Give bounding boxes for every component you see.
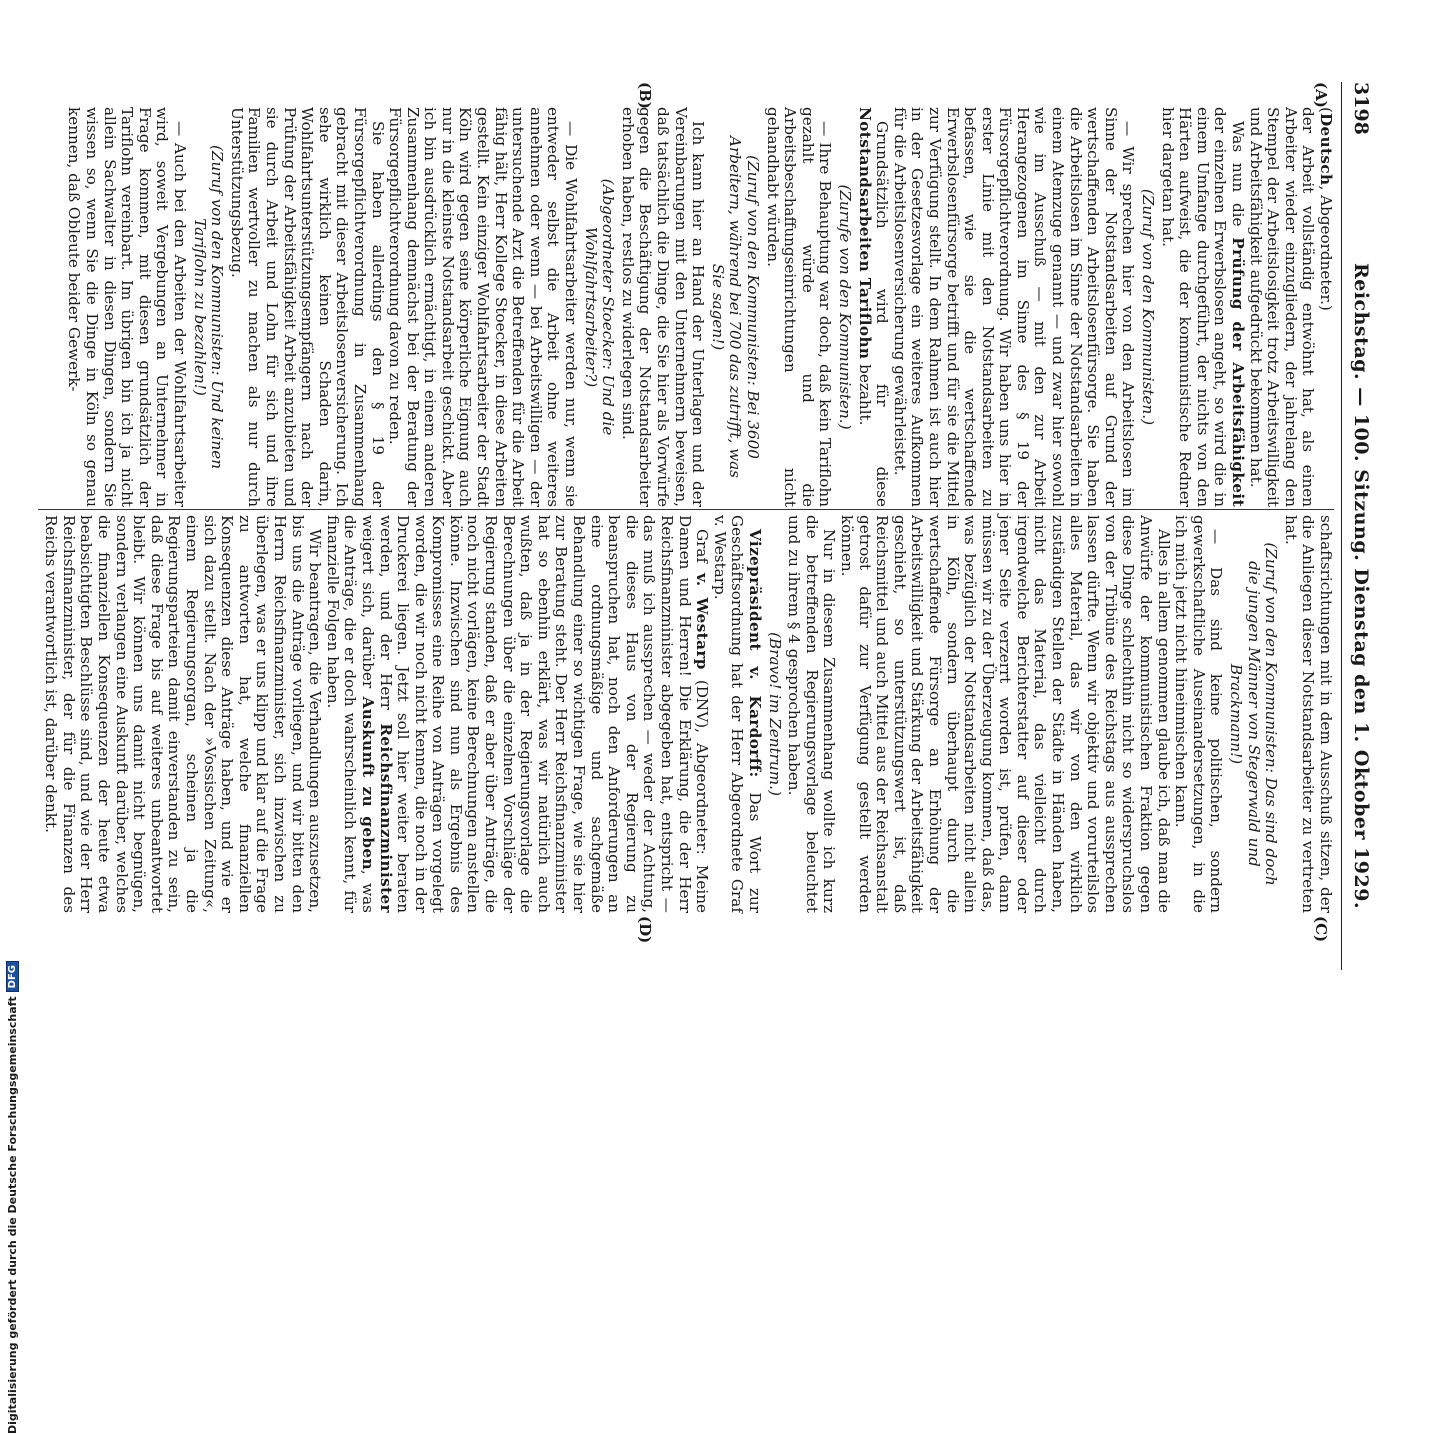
page-header bbox=[1346, 82, 1376, 970]
margin-marker-b: (B) bbox=[636, 82, 654, 109]
right-column-paragraph: Graf v. Westarp (DNV), Abgeordneter: Meine Damen und Herren! Die Erklärung, die der Herr Reichsfinanzminister abgegeben hat, entspricht — das muß ich aussprechen — weder der Achtung, die dieses Haus von der Regierung zu beanspruchen hat, noch den Anforderungen an eine ordnungsmäßige und sachgemäße Behandlung einer so wichtigen Frage, wie sie hier zur Beratung steht. Der Herr Reichsfinanzminister hat so ebenhin erklärt, was wir natürlich auch wußten, daß ja in der Regierungsvorlage die Berechnungen über die einzelnen Vorschläge der Regierung standen, daß er aber über Anträge, die noch nicht vorlägen, keine Berechnungen anstellen könne. Inzwischen sind nun als Ergebnis des Kompromisses eine Reihe von Anträgen vorgelegt worden, die wir noch nicht kennen, die noch in der Druckerei liegen. Jetzt soll hier weiter beraten werden, und der Herr Reichsfinanzminister weigert sich, darüber Auskunft zu geben, was die Anträge, die er doch wahrscheinlich kennt, für finanzielle Folgen haben. bbox=[323, 515, 712, 913]
left-column-interjection: (Zurufe von den Kommunisten.) bbox=[835, 184, 854, 430]
left-column-paragraph: — Auch bei den Arbeiten der Wohlfahrtsarbeiter wird, soweit Vergebungen an Unternehmer in Frage kommen, mit diesen grundsätzlich der Tariflohn vereinbart. Im übrigen bin ich ja nicht allein Sachwalter in diesen Dingen, sondern Sie wissen so, wenn Sie die Dinge in Köln so genau kennen, daß Obleute beider Gewerk- bbox=[65, 107, 189, 507]
page-number: 3198 bbox=[1350, 82, 1372, 135]
left-column-interjection: (Zuruf von den Kommunisten.) bbox=[1139, 188, 1158, 426]
left-column-interjection: (Zuruf von den Kommunisten: Bei 3600 Arbeitern, während bei 700 das zutrifft, was Sie sagen!) bbox=[708, 136, 762, 478]
left-column bbox=[65, 107, 1334, 507]
right-column-paragraph: schaftsrichtungen mit in dem Ausschuß sitzen, der die Anliegen dieser Notstandsarbeiter zu vertreten hat. bbox=[1281, 515, 1335, 913]
left-column-paragraph: — Die Wohlfahrtsarbeiter werden nur, wenn sie entweder selbst die Arbeit ohne weiteres annehmen oder wenn — bei Arbeitswilligen — der untersuchende Arzt die Betreffenden für die Arbeit fähig hält, Herr Kollege Stoecker, in diese Arbeiten gestellt. Kein einziger Wohlfahrtsarbeiter der Stadt Köln wird gegen seine körperliche Eignung auch nur in die kleinste Notstandsarbeit geschickt. Aber ich bin ausdrücklich ermächtigt, in einem anderen Zusammenhang demnächst bei der Beratung der Fürsorgepflichtverordnung davon zu reden. bbox=[386, 107, 581, 507]
left-column-interjection: (Abgeordneter Stoecker: Und die Wohlfahrtsarbeiter?) bbox=[581, 178, 618, 436]
margin-marker-d: (D) bbox=[636, 916, 654, 944]
left-column-paragraph: — Wir sprechen hier von den Arbeitslosen im Sinne der Notstandsarbeiten auf Grund der wertschaffenden Arbeitslosenfürsorge. Sie haben die Arbeitslosen im Sinne der Notstandsarbeiten in einem Atemzuge genannt — und zwar hier sowohl wie im Ausschuß — mit den zur Arbeit Herangezogenen im Sinne des § 19 der Fürsorgepflichtverordnung. Wir haben uns hier in erster Linie mit den Notstandsarbeiten zu befassen, wie sie die wertschaffende Erwerbslosenfürsorge betrifft und für sie die Mittel zur Verfügung stellt. In dem Rahmen ist auch hier in der Gesetzesvorlage ein weiteres Aufkommen für die Arbeitslosenversicherung gewährleistet. bbox=[890, 107, 1138, 507]
funding-footer bbox=[6, 961, 19, 1434]
left-column-interjection: (Zuruf von den Kommunisten: Und keinen Tariflohn zu bezahlen!) bbox=[190, 144, 227, 470]
right-column bbox=[42, 515, 1334, 913]
right-column-interjection: (Zuruf von den Kommunisten: Das sind doch die jungen Männer von Stegerwald und Brackmann!) bbox=[1227, 542, 1281, 886]
right-column-paragraph: Vizepräsident v. Kardorff: Das Wort zur Geschäftsordnung hat der Herr Abgeordnete Graf v. Westarp. bbox=[710, 515, 764, 913]
column-divider bbox=[38, 509, 1334, 510]
header-rule bbox=[1341, 82, 1342, 970]
left-column-paragraph: (Deutsch, Abgeordneter.) bbox=[1317, 107, 1335, 311]
left-column-paragraph: Ich kann hier an Hand der Unterlagen und der Vereinbarungen mit den Unternehmern beweisen, daß tatsächlich die Dinge, die Sie hier als Vorwürfe gegen die Beschäftigung der Notstandsarbeiter erhoben haben, restlos zu widerlegen sind. bbox=[618, 107, 708, 507]
dfg-logo: DFG bbox=[6, 961, 19, 992]
margin-marker-a: (A) bbox=[1312, 82, 1330, 108]
left-column-paragraph: der Arbeit vollständig entwöhnt hat, als einen Arbeiter wieder einzugliedern, der jahrelang den Stempel der Arbeitslosigkeit trotz Arbeitswilligkeit und Arbeitsfähigkeit aufgedrückt bekommen hat. bbox=[1246, 107, 1318, 507]
right-column-paragraph: Wir beantragen, die Verhandlungen auszusetzen, bis uns die Anträge vorliegen, und wir bitten den Herrn Reichsfinanzminister, sich inzwischen zu überlegen, was er uns klipp und klar auf die Frage zu antworten hat, welche finanziellen Konsequenzen diese Anträge haben, und wie er sich dazu stellt. Nach der »Vossischen Zeitung«, einem Regierungsorgan, scheinen ja die Regierungsparteien damit einverstanden zu sein, daß diese Frage bis auf weiteres unbeantwortet bleibt. Wir können uns damit nicht begnügen, sondern verlangen eine Auskunft darüber, welches die finanziellen Konsequenzen der heute etwa beabsichtigten Beschlüsse sind, und wie der Herr Reichsfinanzminister, der für die Finanzen des Reichs verantwortlich ist, darüber denkt. bbox=[42, 515, 325, 913]
left-column-paragraph: Grundsätzlich wird für diese Notstandsarbeiten Tariflohn bezahlt. bbox=[855, 107, 892, 507]
right-column-paragraph: Alles in allem genommen glaube ich, daß man die Anwürfe der kommunistischen Fraktion gegen diese Dinge schlechthin nicht so widerspruchslos von der Tribüne des Reichstags aus aussprechen lassen dürfte. Wenn wir objektiv und vorurteilslos alles Material, das wir von den wirklich zuständigen Stellen der Städte in Händen haben, nicht das Material, das vielleicht durch irgendwelche Berichterstatter auf dieser oder jener Seite verzerrt worden ist, prüfen, dann müssen wir zu der Überzeugung kommen, daß das, was bezüglich der Notstandsarbeiten nicht allein in Köln, sondern überhaupt durch die wertschaffende Fürsorge an Erhöhung der Arbeitswilligkeit und Stärkung der Arbeitsfähigkeit geschieht, so unterstützungswert ist, daß Reichsmittel und auch Mittel aus der Reichsanstalt getrost dafür zur Verfügung gestellt werden können. bbox=[837, 515, 1173, 913]
page-headline: Reichstag. — 100. Sitzung. Dienstag den 1. Oktober 1929. bbox=[1350, 262, 1372, 910]
left-column-paragraph: Sie haben allerdings den § 19 der Fürsorgepflichtverordnung in Zusammenhang gebracht mit dieser Arbeitslosenversicherung. Ich sehe wirklich keinen Schaden darin, Wohlfahrtsunterstützungsempfängern nach der Prüfung der Arbeitsfähigkeit Arbeit anzubieten und sie durch Arbeit und Lohn für sich und ihre Familien wertvoller zu machen als nur durch Unterstützungsbezug. bbox=[227, 107, 387, 507]
right-column-interjection: (Bravo! im Zentrum.) bbox=[765, 632, 784, 796]
left-column-paragraph: — Ihre Behauptung war doch, daß kein Tariflohn gezahlt würde und die Arbeitsbeschaffungseinrichtungen nicht gehandhabt würden. bbox=[763, 107, 835, 507]
left-column-paragraph: Was nun die Prüfung der Arbeitsfähigkeit der einzelnen Erwerbslosen angeht, so wird die in einem Umfange durchgeführt, der nichts von den Härten aufweist, die der kommunistische Redner hier dargetan hat. bbox=[1158, 107, 1248, 507]
right-column-paragraph: Nur in diesem Zusammenhang wollte ich kurz die betreffenden Regierungsvorlage beleuchtet und zu ihrem § 4 gesprochen haben. bbox=[785, 515, 839, 913]
margin-marker-c: (C) bbox=[1312, 916, 1330, 943]
right-column-paragraph: — Das sind keine politischen, sondern gewerkschaftliche Auseinandersetzungen, in die ich mich jetzt nicht hineinmischen kann. bbox=[1172, 515, 1226, 913]
funding-text: Digitalisierung gefördert durch die Deutsche Forschungsgemeinschaft bbox=[6, 996, 19, 1434]
